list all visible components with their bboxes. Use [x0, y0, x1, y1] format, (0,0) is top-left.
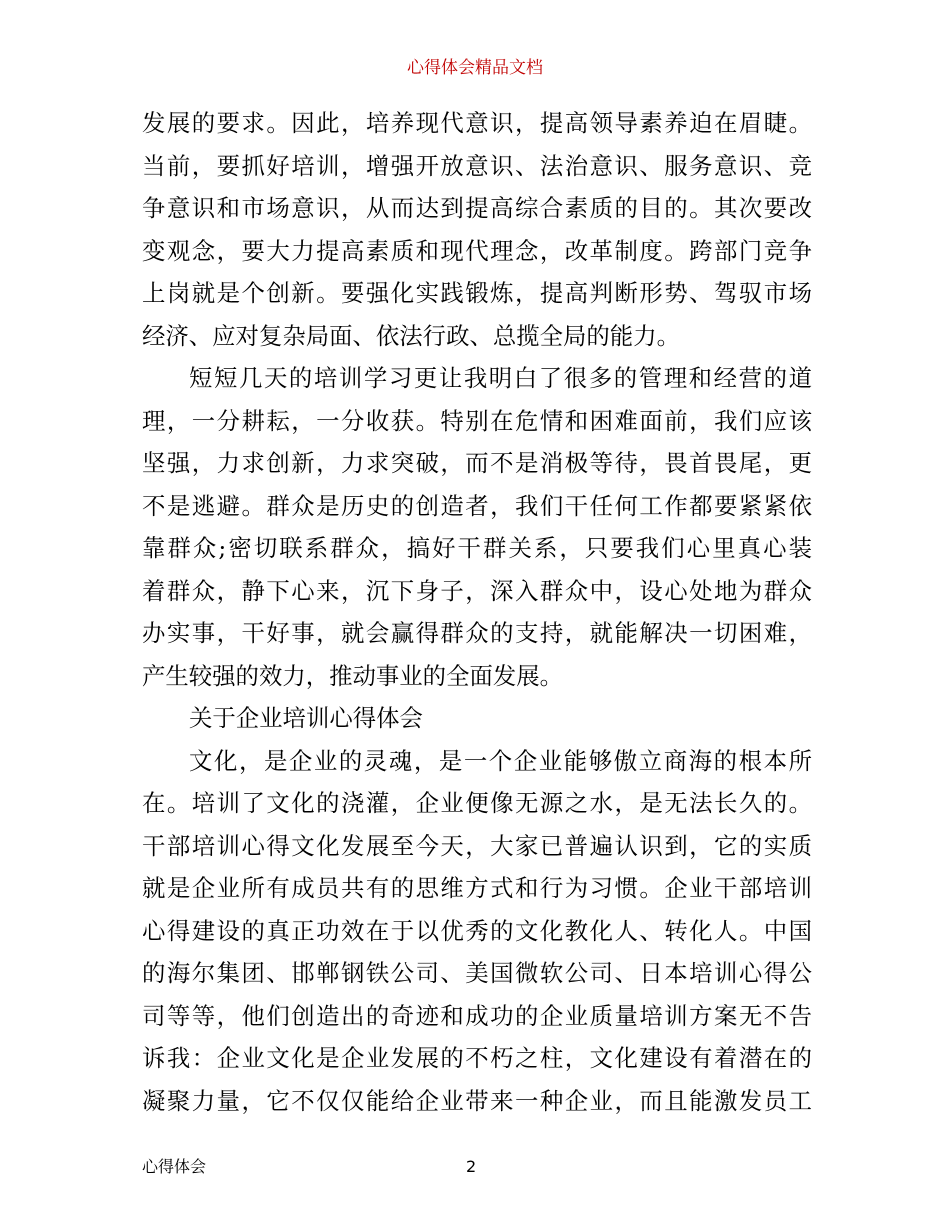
body-line: 凝聚力量，它不仅仅能给企业带来一种企业，而且能激发员工: [142, 1086, 812, 1115]
page-number: 2: [466, 1157, 477, 1176]
body-line: 争意识和市场意识，从而达到提高综合素质的目的。其次要改: [142, 194, 812, 222]
body-line: 靠群众;密切联系群众，搞好干群关系，只要我们心里真心装: [142, 534, 812, 562]
body-line: 的海尔集团、邯郸钢铁公司、美国微软公司、日本培训心得公: [142, 959, 812, 987]
body-line: 司等等，他们创造出的奇迹和成功的企业质量培训方案无不告: [142, 1001, 812, 1030]
section-heading: 关于企业培训心得体会: [189, 704, 423, 732]
body-line: 诉我：企业文化是企业发展的不朽之柱，文化建设有着潜在的: [142, 1044, 812, 1072]
body-line: 心得建设的真正功效在于以优秀的文化教化人、转化人。中国: [142, 916, 812, 945]
body-line: 文化，是企业的灵魂，是一个企业能够傲立商海的根本所: [189, 746, 812, 775]
document-body: [142, 102, 812, 1122]
body-line: 上岗就是个创新。要强化实践锻炼，提高判断形势、驾驭市场: [142, 279, 812, 307]
body-line: 坚强，力求创新，力求突破，而不是消极等待，畏首畏尾，更: [142, 449, 812, 477]
body-line: 发展的要求。因此，培养现代意识，提高领导素养迫在眉睫。: [142, 109, 812, 137]
footer-label: 心得体会: [142, 1157, 207, 1176]
body-line: 经济、应对复杂局面、依法行政、总揽全局的能力。: [142, 321, 680, 350]
body-line: 当前，要抓好培训，增强开放意识、法治意识、服务意识、竞: [142, 151, 812, 180]
body-line: 理，一分耕耘，一分收获。特别在危情和困难面前，我们应该: [142, 406, 812, 435]
body-line: 在。培训了文化的浇灌，企业便像无源之水，是无法长久的。: [142, 789, 812, 817]
body-line: 产生较强的效力，推动事业的全面发展。: [142, 661, 564, 690]
body-line: 着群众，静下心来，沉下身子，深入群众中，设心处地为群众: [142, 576, 812, 605]
body-line: 短短几天的培训学习更让我明白了很多的管理和经营的道: [189, 364, 812, 392]
body-line: 变观念，要大力提高素质和现代理念，改革制度。跨部门竞争: [142, 236, 812, 265]
body-line: 就是企业所有成员共有的思维方式和行为习惯。企业干部培训: [142, 874, 812, 902]
body-line: 不是逃避。群众是历史的创造者，我们干任何工作都要紧紧依: [142, 491, 812, 520]
body-line: 办实事，干好事，就会赢得群众的支持，就能解决一切困难，: [142, 619, 812, 647]
body-line: 干部培训心得文化发展至今天，大家已普遍认识到，它的实质: [142, 831, 812, 860]
document-header-title: 心得体会精品文档: [407, 58, 543, 78]
